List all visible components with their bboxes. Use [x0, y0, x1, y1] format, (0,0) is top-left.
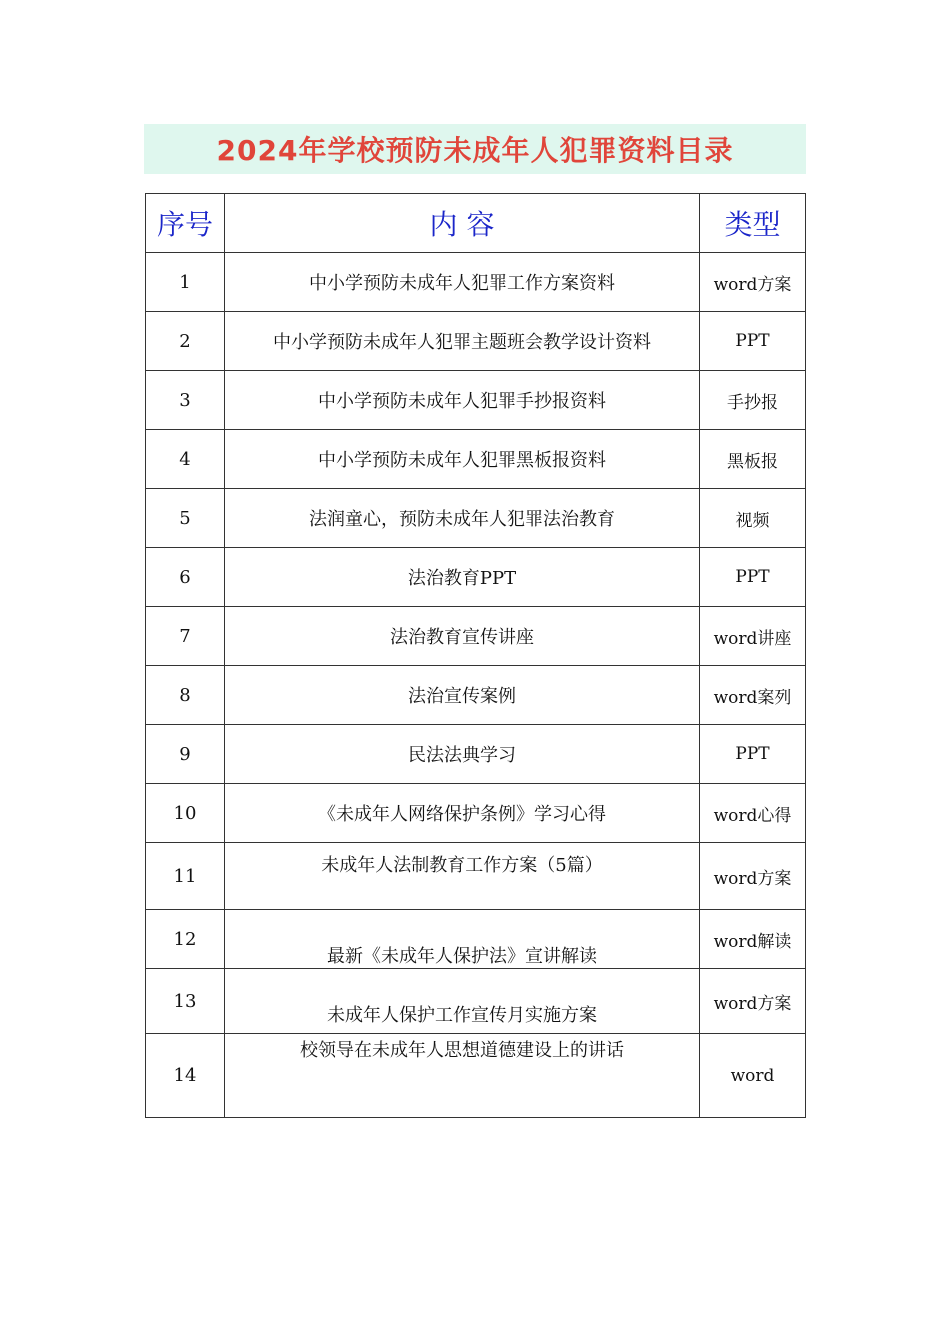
cell-type: word方案: [700, 253, 806, 312]
table-row: [146, 548, 806, 607]
table-row: [146, 666, 806, 725]
catalog-table: [145, 193, 806, 1118]
cell-index: 8: [146, 666, 225, 725]
cell-type: PPT: [700, 548, 806, 607]
title-band: [144, 124, 806, 174]
cell-content: 未成年人法制教育工作方案（5篇）: [225, 843, 700, 910]
cell-content: 中小学预防未成年人犯罪手抄报资料: [225, 371, 700, 430]
table-row: [146, 607, 806, 666]
table-row: [146, 725, 806, 784]
cell-index: 11: [146, 843, 225, 910]
cell-content: 校领导在未成年人思想道德建设上的讲话: [225, 1034, 700, 1118]
cell-type: PPT: [700, 312, 806, 371]
table-row: [146, 430, 806, 489]
table-row: [146, 784, 806, 843]
table-row: [146, 969, 806, 1034]
table-row: [146, 489, 806, 548]
cell-type: word方案: [700, 969, 806, 1034]
cell-content: 法治教育宣传讲座: [225, 607, 700, 666]
page-title: 2024年学校预防未成年人犯罪资料目录: [216, 134, 734, 167]
table-row: [146, 910, 806, 969]
cell-index: 10: [146, 784, 225, 843]
table-row: [146, 253, 806, 312]
cell-index: 1: [146, 253, 225, 312]
cell-content: 中小学预防未成年人犯罪主题班会教学设计资料: [225, 312, 700, 371]
cell-content: 法治宣传案例: [225, 666, 700, 725]
cell-type: word: [700, 1034, 806, 1118]
cell-type: 黑板报: [700, 430, 806, 489]
cell-index: 3: [146, 371, 225, 430]
cell-content: 中小学预防未成年人犯罪黑板报资料: [225, 430, 700, 489]
table-row: [146, 1034, 806, 1118]
table-row: [146, 371, 806, 430]
table-row: [146, 843, 806, 910]
cell-type: 手抄报: [700, 371, 806, 430]
cell-index: 9: [146, 725, 225, 784]
cell-content: 中小学预防未成年人犯罪工作方案资料: [225, 253, 700, 312]
cell-content: 民法法典学习: [225, 725, 700, 784]
cell-type: word心得: [700, 784, 806, 843]
cell-content: 法润童心，预防未成年人犯罪法治教育: [225, 489, 700, 548]
cell-index: 6: [146, 548, 225, 607]
cell-index: 2: [146, 312, 225, 371]
table-header-row: [146, 194, 806, 253]
cell-type: word解读: [700, 910, 806, 969]
cell-content: 最新《未成年人保护法》宣讲解读: [225, 910, 700, 969]
table-row: [146, 312, 806, 371]
cell-type: word方案: [700, 843, 806, 910]
cell-type: PPT: [700, 725, 806, 784]
cell-content: 法治教育PPT: [225, 548, 700, 607]
cell-type: 视频: [700, 489, 806, 548]
cell-index: 12: [146, 910, 225, 969]
cell-index: 13: [146, 969, 225, 1034]
header-type: 类型: [700, 194, 806, 253]
header-index: 序号: [146, 194, 225, 253]
cell-index: 14: [146, 1034, 225, 1118]
cell-index: 5: [146, 489, 225, 548]
cell-index: 4: [146, 430, 225, 489]
cell-type: word讲座: [700, 607, 806, 666]
cell-content: 未成年人保护工作宣传月实施方案: [225, 969, 700, 1034]
cell-type: word案列: [700, 666, 806, 725]
header-content: 内 容: [225, 194, 700, 253]
cell-index: 7: [146, 607, 225, 666]
cell-content: 《未成年人网络保护条例》学习心得: [225, 784, 700, 843]
